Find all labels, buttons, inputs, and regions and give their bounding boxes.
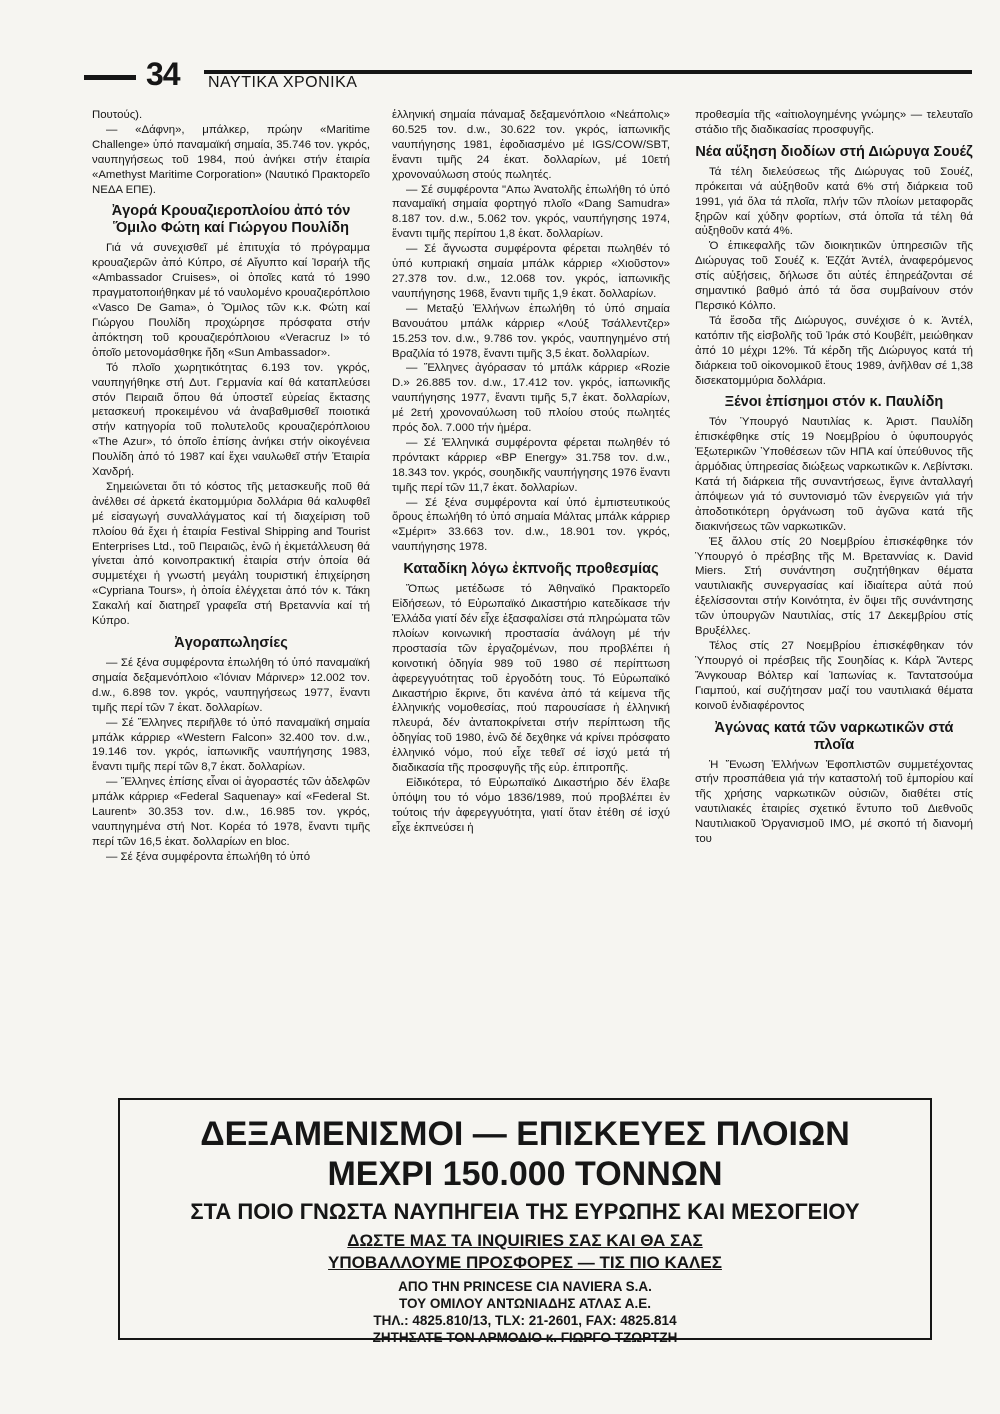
- paragraph: — «Δάφνη», μπάλκερ, πρώην «Maritime Challenge» ὑπό παναμαϊκή σημαία, 35.746 τον. γκρός, ναυπηγήσεως τοῦ 1984, πού ἀνήκει στήν ἑταιρία «Amethyst Maritime Corporation» (Ναυτικό Πρακτορεῖο ΝΕΔΑ ΕΠΕ).: [92, 123, 370, 196]
- paragraph: — Ἕλληνες ἀγόρασαν τό μπάλκ κάρριερ «Rozie D.» 26.885 τον. d.w., 17.412 τον. γκρός, ἰαπωνικῆς ναυπήγησης 1977, ἔναντι τιμῆς 5,7 ἑκατ. δολλαρίων, μέ 2ετή χρονοναύλωση τοῦ πλοίου στούς πωλητές πρός δολ. 7.000 τήν ἡμέρα.: [392, 362, 670, 435]
- ad-contact: ΤΗΛ.: 4825.810/13, TLX: 21-2601, FAX: 4825.814: [373, 1313, 677, 1328]
- page-header: [84, 56, 972, 102]
- column-3: [695, 108, 973, 1074]
- ad-capacity: ΜΕΧΡΙ 150.000 ΤΟΝΝΩΝ: [327, 1155, 723, 1193]
- paragraph: Τέλος στίς 27 Νοεμβρίου ἐπισκέφθηκαν τόν Ὑπουργό οἱ πρέσβεις τῆς Σουηδίας κ. Κάρλ Ἄντερς Ἄνγκουαρ Βόλτερ καί Ἰαπωνίας κ. Ταντατσούμα Γιαμπού, καί συζήτησαν μαζί του ναυτιλιακά θέματα κοινοῦ ἐνδιαφέροντος: [695, 640, 973, 712]
- paragraph: Τά τέλη διελεύσεως τῆς Διώρυγας τοῦ Σουέζ, πρόκειται νά αὐξηθοῦν κατά 6% στή διάρκεια τοῦ 1991, γιά ὅλα τά πλοῖα, πλήν τῶν πλοίων μεταφορᾶς ξηρῶν καί χύδην φορτίων, στά ὁποῖα τά τέλη θά αὐξηθοῦν κατά 4%.: [695, 165, 973, 238]
- column-1: [92, 108, 370, 1074]
- paragraph: — Σέ Ἑλληνικά συμφέροντα φέρεται πωληθέν τό πρόντακτ κάρριερ «BP Energy» 31.758 τον. d.w., 18.343 τον. γκρός, σουηδικῆς ναυπήγησης 1976 ἔναντι τιμῆς περί τῶν 11,7 ἑκατ. δολλαρίων.: [392, 436, 670, 494]
- paragraph: Πουτούς).: [92, 109, 143, 121]
- ad-callout: ΔΩΣΤΕ ΜΑΣ ΤΑ INQUIRIES ΣΑΣ ΚΑΙ ΘΑ ΣΑΣ: [347, 1231, 703, 1250]
- paragraph: — Σέ ξένα συμφέροντα ἐπωλήθη τό ὑπό: [106, 850, 311, 863]
- article-heading: Ἀγορά Κρουαζιεροπλοίου ἀπό τόν Ὅμιλο Φώτη καί Γιώργου Πουλίδη: [111, 203, 351, 237]
- paragraph: Ἡ Ἕνωση Ἑλλήνων Ἐφοπλιστῶν συμμετέχοντας στήν προσπάθεια γιά τήν καταστολή τοῦ ἐμπορίου καί τῆς χρήσης ναρκωτικῶν οὐσιῶν, διαθέτει στίς ναυτιλιακές ἑταιρίες σχετικό ἔντυπο τοῦ Διεθνοῦς Ναυτιλιακοῦ Ὀργανισμοῦ IMO, μέ σκοπό τή διανομή του: [695, 758, 973, 846]
- paragraph: Τά ἔσοδα τῆς Διώρυγος, συνέχισε ὁ κ. Ἀντέλ, κατόπιν τῆς εἰσβολῆς τοῦ Ἰράκ στό Κουβέϊτ, μειώθηκαν ἀπό 10 μέχρι 12%. Τά κέρδη τῆς Διώρυγος κατά τή διάρκεια τοῦ οἰκονομικοῦ ἔτους 1989, ἀνῆλθαν σέ 1,38 δισεκατομμύρια δολλάρια.: [695, 314, 973, 387]
- page-number: 34: [146, 56, 180, 92]
- paragraph: Εἰδικότερα, τό Εὐρωπαϊκό Δικαστήριο δέν ἔλαβε ὑπόψη του τό νόμο 1836/1989, πού προβλέπει ἐν τούτοις τήν ἀφερεγγυότητα, γιατί ὅταν ἐτέθη σέ ἰσχύ εἶχε ἐκπνεύσει ἡ: [392, 776, 670, 834]
- publication-name: ΝΑΥΤΙΚΑ ΧΡΟΝΙΚΑ: [208, 74, 358, 91]
- paragraph: — Σέ ξένα συμφέροντα ἐπωλήθη τό ὑπό παναμαϊκή σημαία δεξαμενόπλοιο «Ἰόνιαν Μάρινερ» 12.002 τον. d.w., 6.898 τον. γκρός, ναυπηγήσεως 1977, ἔναντι τιμῆς περί τῶν 7 ἑκατ. δολλαρίων.: [92, 657, 370, 714]
- paragraph: προθεσμία τῆς «αἰτιολογημένης γνώμης» — τελευταῖο στάδιο τῆς διαδικασίας προσφυγῆς.: [695, 109, 973, 136]
- paragraph: Γιά νά συνεχισθεῖ μέ ἐπιτυχία τό πρόγραμμα κρουαζιερῶν ἀπό Κύπρο, σέ Αἴγυπτο καί Ἰσραήλ τῆς «Ambassador Cruises», οἱ ὁποῖες κατά τό 1990 πραγματοποιήθηκαν μέ τό ναυλομένο κρουαζιερόπλοιο «Vasco De Gama», ὁ Ὅμιλος τῶν κ.κ. Φώτη καί Γιώργου Πουλίδη προχώρησε πρόσφατα στήν ἀπόκτηση τοῦ κρουαζιερόπλοιου «Veracruz I» τό ὁποῖο μετονομάσθηκε ἤδη «Sun Ambassador».: [92, 242, 370, 359]
- paragraph: ἑλληνική σημαία πάναμαξ δεξαμενόπλοιο «Νεάπολις» 60.525 τον. d.w., 30.622 τον. γκρός, ἰαπωνικῆς ναυπήγησης 1981, ἐφοδιασμένο μέ IGS/COW/SBT, ἔναντι τιμῆς 24 ἑκατ. δολλαρίων, μέ 10ετή χρονοναύλωση στούς πωλητές.: [392, 109, 670, 181]
- article-heading: Νέα αὔξηση διοδίων στή Διώρυγα Σουέζ: [695, 143, 973, 160]
- header-rule-left: [84, 75, 136, 80]
- paragraph: Σημειώνεται ὅτι τό κόστος τῆς μετασκευῆς ποῦ θά ἀνέλθει σέ ἀρκετά ἑκατομμύρια δολλάρια θά καλυφθεῖ μέ εἰσαγωγή συναλλάγματος καί τή διαχείριση τοῦ πλοίου θά ἔχει ἡ ἑταιρία Festival Shipping and Tourist Enterprises Ltd., τοῦ Πειραιῶς, ἐνῶ ἡ ἐκμετάλλευση θά γίνεται ἀπό κοινοπρακτική ἑταιρία στήν ὁποία θά συμμετέχει ἡ γνωστή μεγάλη τουριστική ἐπιχείρηση «Cypriana Tours», ἡ ὁποία ἐλέγχεται ἀπό τόν κ. Τάκη Σακαλή καί διατηρεῖ γραφεῖα στή Βρεταννία καί τή Κύπρο.: [92, 480, 370, 628]
- ad-contact-person: ΖΗΤΗΣΑΤΕ ΤΟΝ ΑΡΜΟΔΙΟ κ. ΓΙΩΡΓΟ ΤΖΩΡΤΖΗ: [372, 1330, 678, 1345]
- ad-subheadline: ΣΤΑ ΠΟΙΟ ΓΝΩΣΤΑ ΝΑΥΠΗΓΕΙΑ ΤΗΣ ΕΥΡΩΠΗΣ ΚΑΙ ΜΕΣΟΓΕΙΟΥ: [190, 1199, 860, 1224]
- article-heading: Καταδίκη λόγω ἐκπνοῆς προθεσμίας: [403, 561, 659, 578]
- paragraph: — Σέ Ἕλληνες περιῆλθε τό ὑπό παναμαϊκή σημαία μπάλκ κάρριερ «Western Falcon» 32.400 τον. d.w., 19.146 τον. γκρός, ἰαπωνικῆς ναυπήγησης 1983, ἔναντι τιμῆς περί τῶν 8,7 ἑκατ. δολλαρίων.: [92, 716, 370, 774]
- paragraph: Ἐξ ἄλλου στίς 20 Νοεμβρίου ἐπισκέφθηκε τόν Ὑπουργό ὁ πρέσβης τῆς Μ. Βρεταννίας κ. David Miers. Στή συνάντηση συζητήθηκαν θέματα ναυτιλιακῆς συνεργασίας καί ἰδιαίτερα αὐτά πού ἐξελίσσονται στήν Κοινότητα, ἐν ὄψει τῆς συνάντησης τῶν ὑπουργῶν Ναυτιλίας, στίς 17 Δεκεμβρίου στίς Βρυξέλλες.: [695, 535, 973, 638]
- ad-headline: ΔΕΞΑΜΕΝΙΣΜΟΙ — ΕΠΙΣΚΕΥΕΣ ΠΛΟΙΩΝ: [200, 1115, 850, 1153]
- paragraph: Τόν Ὑπουργό Ναυτιλίας κ. Ἀριστ. Παυλίδη ἐπισκέφθηκε στίς 19 Νοεμβρίου ὁ ὑφυπουργός Ἐξωτερικῶν Ὑποθέσεων τῶν ΗΠΑ καί ὑπεύθυνος τῆς ἁρμόδιας ὑπηρεσίας διώξεως ναρκωτικῶν κ. Λεβίντσκι. Κατά τή διάρκεια τῆς συναντήσεως, ἔγινε ἀνταλλαγή ἀπόψεων γιά τό συντονισμό τῶν ἐνεργειῶν γιά τήν ἀποδοτικότερη ὀργάνωση τοῦ ἀγῶνα κατά τῆς διακινήσεως τῶν ναρκωτικῶν.: [695, 416, 973, 533]
- paragraph: — Σέ συμφέροντα "Απω Ἀνατολῆς ἐπωλήθη τό ὑπό παναμαϊκή σημαία φορτηγό πλοῖο «Dang Samudra» 8.187 τον. d.w., 5.062 τον. γκρός, ναυπήγησης 1974, ἔναντι τιμῆς περίπου 1,8 ἑκατ. δολλαρίων.: [392, 183, 670, 241]
- paragraph: — Σέ ἄγνωστα συμφέροντα φέρεται πωληθέν τό ὑπό κυπριακή σημαία μπάλκ κάρριερ «Χιοῦστον» 27.378 τον. d.w., 12.068 τον. γκρός, ἰαπωνικῆς ναυπήγησης 1968, ἔναντι τιμῆς 1,9 ἑκατ. δολλαρίων.: [392, 243, 670, 300]
- paragraph: Ὅπως μετέδωσε τό Ἀθηναϊκό Πρακτορεῖο Εἰδήσεων, τό Εὐρωπαϊκό Δικαστήριο κατεδίκασε τήν Ἑλλάδα γιατί δέν εἶχε ἐξασφαλίσει στά πληρώματα τῶν πλοίων κοινωνική προστασία ἀνάλογη μέ τήν προστασία τῶν ἐργαζομένων, που προβλέπει ἡ κοινοτική ὁδηγία 989 τοῦ 1980 σέ περίπτωση ἀφερεγγυότητας τοῦ ἐργοδότη τους. Τό Εὐρωπαϊκό Δικαστήριο ἔκρινε, ὅτι κανένα ἀπό τά κείμενα τῆς ἑλληνικής νομοθεσίας, πού παρουσίασε ἡ ἑλληνική πλευρά, δέν ἀνταποκρίνεται στήν περίπτωση τῆς ὁδηγίας τοῦ 1980, ἐνῶ δέ δεχθηκε νά κρίνει πρόσφατο ἑλληνικό νόμο, πού εἶχε τεθεῖ σέ ἰσχύ μετά τή διαδικασία τῆς προσφυγῆς τῆς εὐρ. ἐπιτροπῆς.: [392, 583, 670, 775]
- column-2: [392, 108, 670, 1074]
- paragraph: — Μεταξύ Ἑλλήνων ἐπωλήθη τό ὑπό σημαία Βανουάτου μπάλκ κάρριερ «Λούξ Τσάλλεντζερ» 15.253 τον. d.w., 9.786 τον. γκρός, ναυπηγημένο στή Βραζιλία τό 1978, ἔναντι τιμῆς 3,5 ἑκατ. δολλαρίων.: [392, 302, 670, 360]
- article-heading: Ξένοι ἐπίσημοι στόν κ. Παυλίδη: [724, 394, 944, 411]
- paragraph: — Ἕλληνες ἐπίσης εἶναι οἱ ἀγοραστές τῶν ἀδελφῶν μπάλκ κάρριερ «Federal Saquenay» καί «Federal St. Laurent» 30.353 τον. d.w., 16.985 τον. γκρός, ναυπηγημένα στή Νοτ. Κορέα τό 1978, ἔναντι τιμῆς περί τῶν 16,5 ἑκατ. δολλαρίων en bloc.: [92, 776, 370, 848]
- paragraph: — Σέ ξένα συμφέροντα καί ὑπό ἐμπιστευτικούς ὅρους ἐπωλήθη τό ὑπό σημαία Μάλτας μπάλκ κάρριερ «Σμέριτ» 33.663 τον. d.w., 18.901 τον. γκρός, ναυπήγησης 1978.: [392, 496, 670, 554]
- ad-group: ΤΟΥ ΟΜΙΛΟΥ ΑΝΤΩΝΙΑΔΗΣ ΑΤΛΑΣ Α.Ε.: [398, 1296, 651, 1311]
- article-heading: Ἀγώνας κατά τῶν ναρκωτικῶν στά πλοῖα: [714, 719, 954, 753]
- article-heading: Ἀγοραπωλησίες: [174, 635, 288, 651]
- paragraph: Ὁ ἐπικεφαλῆς τῶν διοικητικῶν ὑπηρεσιῶν τῆς Διώρυγας τοῦ Σουέζ κ. Ἐζζάτ Ἀντέλ, ἀναφερόμενος στίς αὐξήσεις, δήλωσε ὅτι αὐτές ἐπηρεάζονται σέ σημαντικό βαθμό ἀπό τά ὅσα συμβαίνουν στόν Περσικό Κόλπο.: [695, 240, 973, 312]
- advertisement-box: [118, 1098, 932, 1345]
- paragraph: Τό πλοῖο χωρητικότητας 6.193 τον. γκρός, ναυπηγήθηκε στή Δυτ. Γερμανία καί θά καταπλεύσει στόν Πειραιᾶ ὅπου θά ὑποστεῖ εὐρείας ἔκτασης μετασκευή προκειμένου νά ἀναβαθμισθεῖ ποιοτικά στήν κατηγορία τοῦ πολυτελοῦς κρουαζιερόπλοιου «The Azur», τό ὁποῖο ἐπίσης ἀνήκει στήν οἰκογένεια Πουλίδη ἀπό τό 1987 καί ἔχει ναυλωθεῖ στήν Ἑταιρία Χανδρή.: [92, 361, 370, 479]
- ad-company: ΑΠΟ ΤΗΝ PRINCESE CIA NAVIERA S.A.: [398, 1279, 652, 1294]
- ad-callout: ΥΠΟΒΑΛΛΟΥΜΕ ΠΡΟΣΦΟΡΕΣ — ΤΙΣ ΠΙΟ ΚΑΛΕΣ: [328, 1253, 722, 1272]
